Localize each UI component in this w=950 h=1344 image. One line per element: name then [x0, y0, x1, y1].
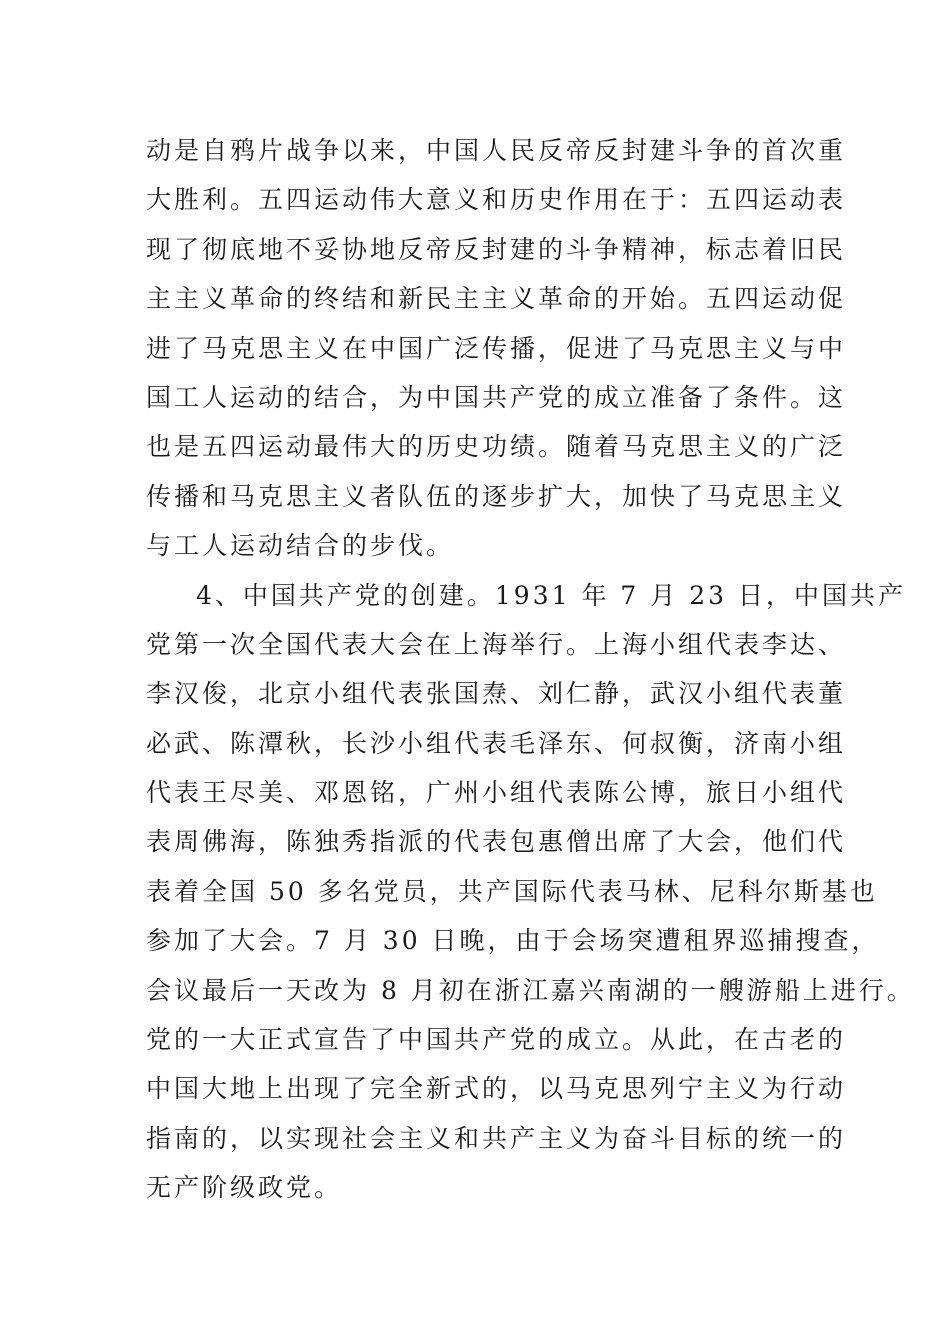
- text-line: 与工人运动结合的步伐。: [146, 531, 455, 561]
- text-line: 也是五四运动最伟大的历史功绩。随着马克思主义的广泛: [146, 432, 847, 462]
- text-line: 动是自鸦片战争以来，中国人民反帝反封建斗争的首次重: [146, 136, 847, 165]
- text-line: 无产阶级政党。: [146, 1173, 343, 1203]
- body-text: [146, 126, 915, 1213]
- text-line: 指南的，以实现社会主义和共产主义为奋斗目标的统一的: [146, 1123, 847, 1153]
- text-line: 会议最后一天改为 8 月初在浙江嘉兴南湖的一艘游船上进行。: [146, 975, 915, 1005]
- text-line: 进了马克思主义在中国广泛传播，促进了马克思主义与中: [146, 333, 847, 363]
- text-line: 党第一次全国代表大会在上海举行。上海小组代表李达、: [146, 629, 847, 659]
- text-line: 传播和马克思主义者队伍的逐步扩大，加快了马克思主义: [146, 481, 847, 511]
- text-line: 中国大地上出现了完全新式的，以马克思列宁主义为行动: [146, 1074, 847, 1104]
- text-line: 参加了大会。7 月 30 日晚，由于会场突遭租界巡捕搜查，: [146, 926, 880, 956]
- text-line: 现了彻底地不妥协地反帝反封建的斗争精神，标志着旧民: [146, 234, 847, 264]
- text-line: 必武、陈潭秋，长沙小组代表毛泽东、何叔衡，济南小组: [146, 728, 847, 758]
- text-line: 国工人运动的结合，为中国共产党的成立准备了条件。这: [146, 382, 847, 412]
- text-line: 主主义革命的终结和新民主主义革命的开始。五四运动促: [146, 284, 847, 314]
- text-line: 李汉俊，北京小组代表张国焘、刘仁静，武汉小组代表董: [146, 679, 847, 709]
- text-line: 表着全国 50 多名党员，共产国际代表马林、尼科尔斯基也: [146, 876, 878, 906]
- text-line: 表周佛海，陈独秀指派的代表包惠僧出席了大会，他们代: [146, 827, 847, 857]
- text-line: 党的一大正式宣告了中国共产党的成立。从此，在古老的: [146, 1025, 847, 1055]
- section-heading-line: 4、中国共产党的创建。1931 年 7 月 23 日，中国共产: [196, 580, 906, 610]
- text-line: 代表王尽美、邓恩铭，广州小组代表陈公博，旅日小组代: [146, 778, 847, 808]
- text-line: 大胜利。五四运动伟大意义和历史作用在于：五四运动表: [146, 185, 847, 215]
